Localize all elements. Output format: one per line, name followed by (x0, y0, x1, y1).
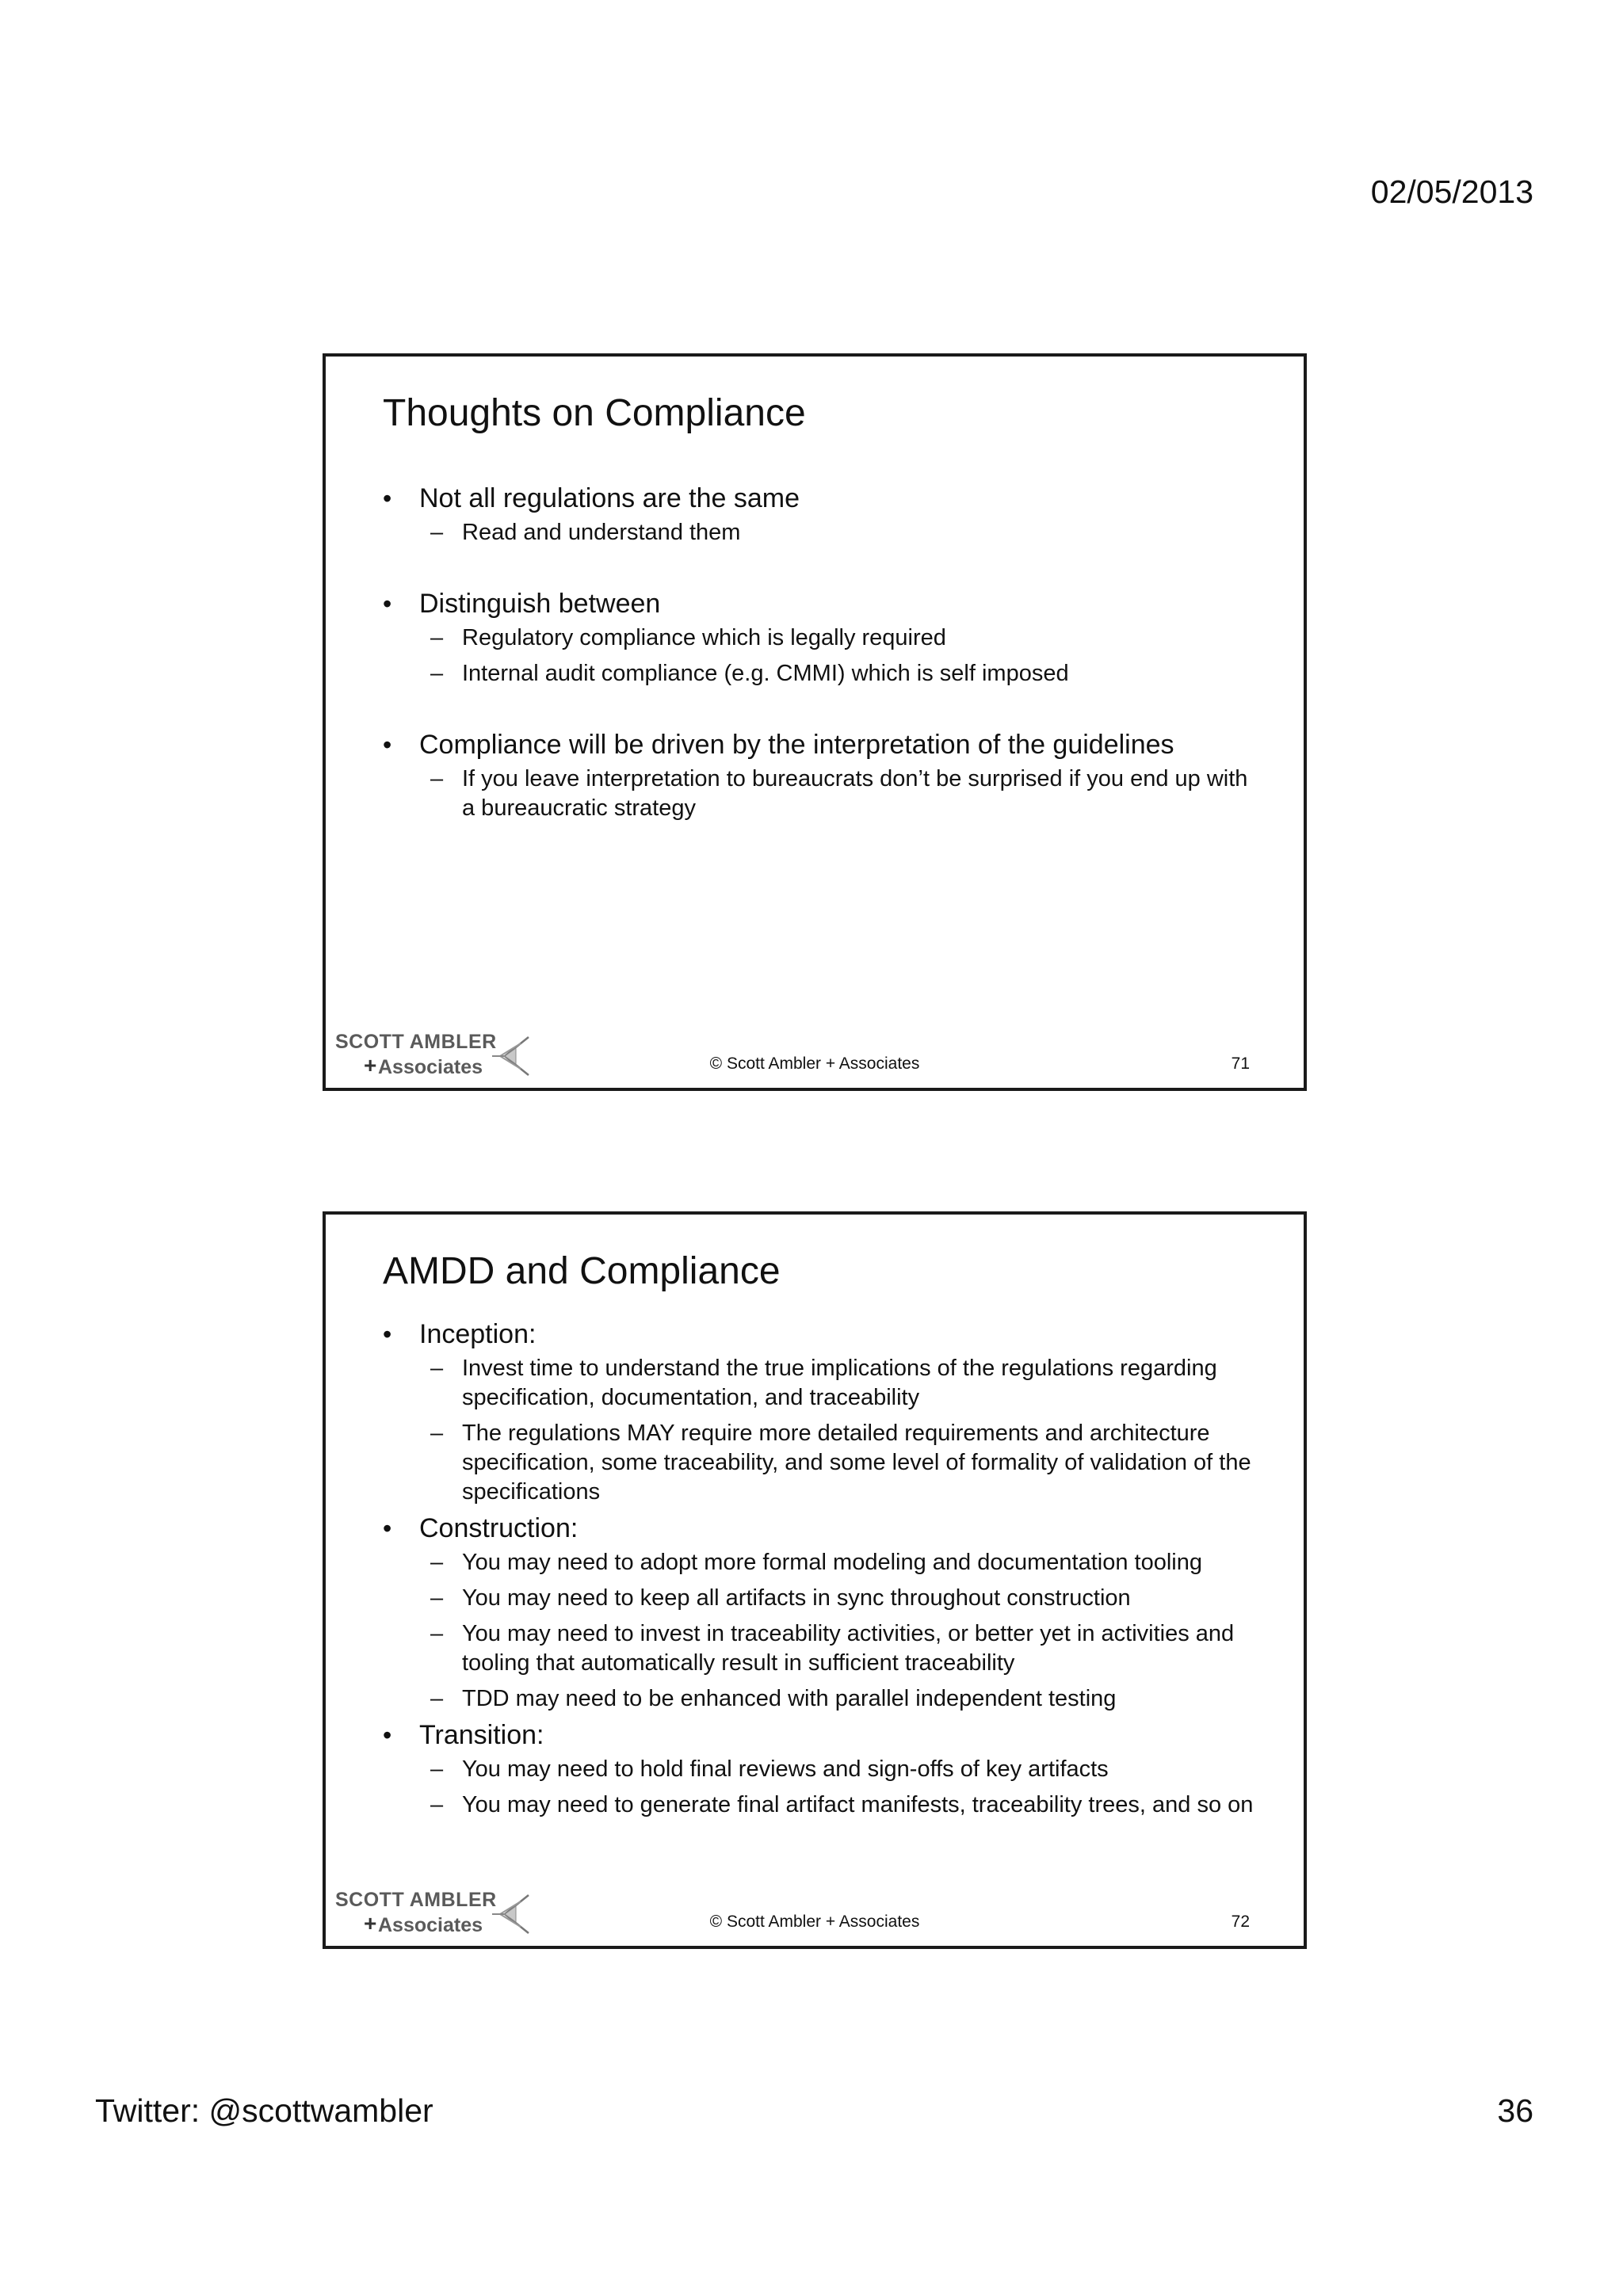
bullet-text: Inception: (419, 1319, 537, 1349)
logo-plus: + (364, 1911, 377, 1936)
bullet-list (383, 483, 1256, 864)
sub-bullet-text: Regulatory compliance which is legally required (462, 625, 946, 650)
sub-bullet-text: You may need to hold final reviews and sign-offs of key artifacts (462, 1756, 1109, 1782)
bullet-marker: • (383, 1721, 392, 1749)
sub-bullet-text: TDD may need to be enhanced with parallel independent testing (462, 1686, 1117, 1711)
slide-number: 71 (1231, 1055, 1250, 1073)
bullet-marker: • (383, 484, 392, 513)
logo-text: SCOTT AMBLER (335, 1889, 497, 1911)
slide-copyright: © Scott Ambler + Associates (709, 1055, 920, 1073)
bullet-marker: • (383, 1514, 392, 1543)
bullet-text: Not all regulations are the same (419, 483, 800, 513)
logo-subtext: Associates (378, 1056, 483, 1078)
slide-title: AMDD and Compliance (383, 1250, 781, 1292)
sub-bullet-text: You may need to adopt more formal modeling and documentation tooling (462, 1550, 1202, 1575)
dash-marker: – (430, 1421, 444, 1446)
bullet-item (383, 1513, 1256, 1714)
slide-number: 72 (1231, 1913, 1250, 1931)
sub-bullet-item (419, 1584, 1256, 1613)
sub-bullet-item (419, 518, 1256, 547)
dash-marker: – (430, 1585, 444, 1611)
logo-text: SCOTT AMBLER (335, 1031, 497, 1053)
sub-bullet-item (419, 1548, 1256, 1577)
dash-marker: – (430, 1550, 444, 1575)
bullet-marker: • (383, 730, 392, 759)
sub-bullet-text: If you leave interpretation to bureaucrats don’t be surprised if you end up with a bureaucratic strategy (462, 766, 1248, 821)
slide-71 (323, 353, 1307, 1091)
dash-marker: – (430, 1792, 444, 1817)
bullet-text: Transition: (419, 1720, 544, 1750)
sub-bullet-text: You may need to keep all artifacts in sync throughout construction (462, 1585, 1131, 1611)
twitter-handle: Twitter: @scottwambler (95, 2092, 433, 2129)
slide-72 (323, 1211, 1307, 1949)
bullet-item (383, 1720, 1256, 1820)
dash-marker: – (430, 766, 444, 791)
dash-marker: – (430, 1621, 444, 1646)
bullet-item (383, 589, 1256, 688)
slide-copyright: © Scott Ambler + Associates (709, 1913, 920, 1931)
sub-bullet-item (419, 1755, 1256, 1784)
bullet-item (383, 1319, 1256, 1507)
sub-bullet-list (419, 1548, 1256, 1714)
sub-bullet-item (419, 1354, 1256, 1413)
dash-marker: – (430, 520, 444, 545)
page-number: 36 (1497, 2092, 1533, 2129)
sub-bullet-list (419, 624, 1256, 688)
bullet-text: Distinguish between (419, 589, 661, 619)
page-date: 02/05/2013 (1370, 174, 1533, 210)
logo-plus: + (364, 1053, 377, 1077)
sub-bullet-text: You may need to generate final artifact manifests, traceability trees, and so on (462, 1792, 1254, 1817)
sub-bullet-text: The regulations MAY require more detailed requirements and architecture specification, some traceability, and some level of formality of validation of the specifications (462, 1421, 1251, 1505)
sub-bullet-list (419, 518, 1256, 547)
sub-bullet-list (419, 1755, 1256, 1820)
dash-marker: – (430, 625, 444, 650)
sub-bullet-item (419, 765, 1256, 823)
sub-bullet-text: Internal audit compliance (e.g. CMMI) which is self imposed (462, 661, 1069, 686)
sub-bullet-item (419, 1419, 1256, 1507)
dash-marker: – (430, 1756, 444, 1782)
bullet-text: Compliance will be driven by the interpretation of the guidelines (419, 730, 1174, 760)
sub-bullet-item (419, 624, 1256, 653)
bullet-text: Construction: (419, 1513, 579, 1543)
sub-bullet-text: You may need to invest in traceability activities, or better yet in activities and tooling that automatically result in sufficient traceability (462, 1621, 1235, 1676)
dash-marker: – (430, 1686, 444, 1711)
dash-marker: – (430, 661, 444, 686)
sub-bullet-item (419, 1619, 1256, 1678)
sub-bullet-item (419, 1684, 1256, 1714)
sub-bullet-item (419, 659, 1256, 688)
sub-bullet-text: Read and understand them (462, 520, 741, 545)
dash-marker: – (430, 1356, 444, 1381)
bullet-marker: • (383, 1320, 392, 1348)
bullet-marker: • (383, 589, 392, 618)
sub-bullet-text: Invest time to understand the true implications of the regulations regarding specification, documentation, and traceability (462, 1356, 1217, 1410)
slide-title: Thoughts on Compliance (383, 392, 806, 434)
bullet-list (383, 1319, 1256, 1826)
sub-bullet-list (419, 765, 1256, 823)
sub-bullet-list (419, 1354, 1256, 1507)
bullet-item (383, 730, 1256, 823)
sub-bullet-item (419, 1791, 1256, 1820)
logo-subtext: Associates (378, 1914, 483, 1936)
bullet-item (383, 483, 1256, 547)
